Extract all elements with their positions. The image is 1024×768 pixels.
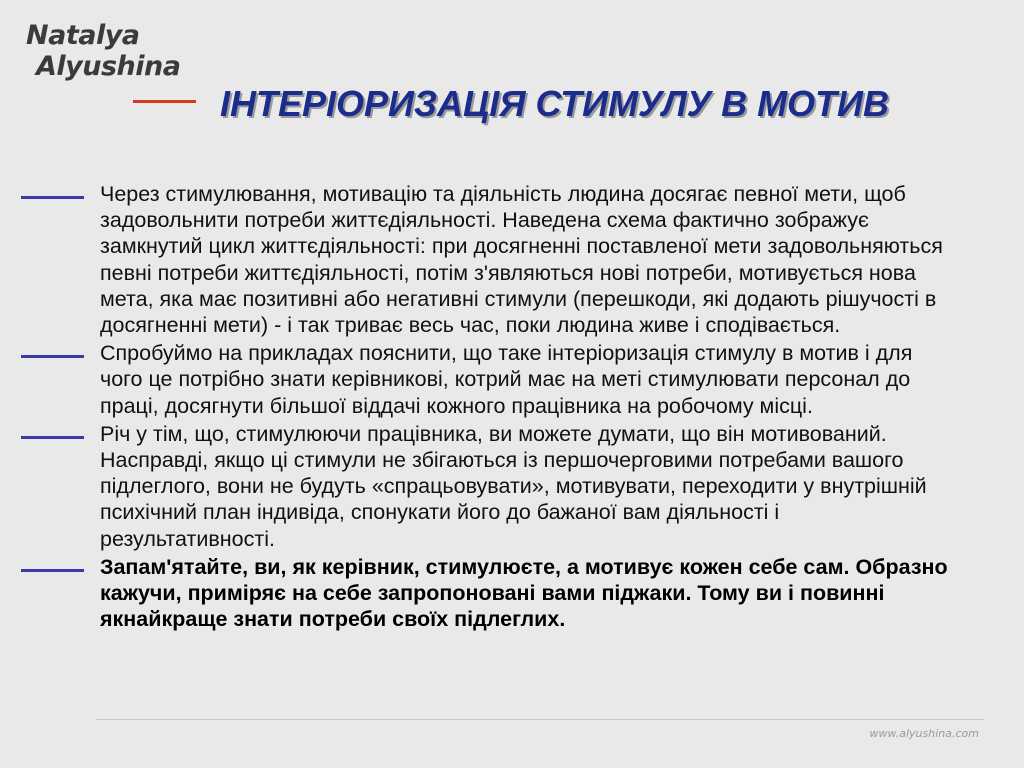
paragraph-text: Річ у тім, що, стимулюючи працівника, ви можете думати, що він мотивований. Насправді, якщо ці стимули не збігаються із першочерговими потребами вашого підлеглого, вони не будуть «спрацьовувати», мотивувати, переходити у внутрішній психічний план індивіда, спонукати його до бажаної вам діяльності і результативності. <box>100 421 927 551</box>
paragraph-3 <box>0 421 1024 552</box>
logo <box>26 20 196 82</box>
bullet-marker <box>21 436 84 439</box>
footer-url: www.alyushina.com <box>869 727 979 740</box>
paragraph-text: Запам'ятайте, ви, як керівник, стимулюєте, а мотивує кожен себе сам. Образно кажучи, приміряє на себе запропоновані вами піджаки. Тому ви і повинні якнайкраще знати потреби своїх підлеглих. <box>100 554 948 632</box>
bullet-marker <box>21 355 84 358</box>
logo-line-2: Alyushina <box>36 51 181 82</box>
paragraph-1 <box>0 181 1024 338</box>
slide-title: ІНТЕРІОРИЗАЦІЯ СТИМУЛУ В МОТИВ <box>220 83 889 124</box>
paragraph-text: Спробуймо на прикладах пояснити, що таке інтеріоризація стимулу в мотив і для чого це потрібно знати керівникові, котрий має на меті стимулювати персонал до праці, досягнути більшої віддачі кожного працівника на робочому місці. <box>100 341 913 418</box>
footer-divider <box>96 719 984 720</box>
title-accent-line <box>133 100 196 103</box>
slide-content <box>0 181 1024 632</box>
paragraph-text: Через стимулювання, мотивацію та діяльність людина досягає певної мети, щоб задовольнити потреби життєдіяльності. Наведена схема фактично зображує замкнутий цикл життєдіяльності: при досягненні поставленої мети задовольняються певні потреби життєдіяльності, потім з'являються нові потреби, мотивується нова мета, яка має позитивні або негативні стимули (перешкоди, які додають рішучості в досягненні мети) - і так триває весь час, поки людина живе і сподівається. <box>100 182 943 338</box>
bullet-marker <box>21 569 84 572</box>
bullet-marker <box>21 196 84 199</box>
logo-line-1: Natalya <box>26 20 140 51</box>
paragraph-2 <box>0 340 1024 419</box>
paragraph-4-emphasis <box>0 554 1024 633</box>
